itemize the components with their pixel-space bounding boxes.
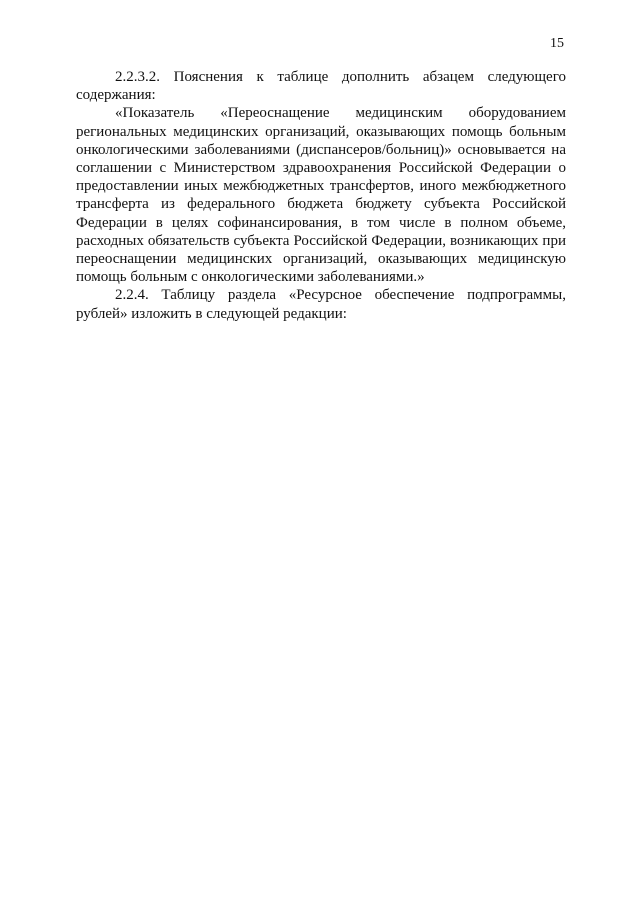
paragraph-2-2-3-2: 2.2.3.2. Пояснения к таблице дополнить абзацем следующего содержания: <box>76 69 566 104</box>
paragraph-2-2-4: 2.2.4. Таблицу раздела «Ресурсное обеспечение подпрограммы, рублей» изложить в следующей редакции: <box>76 287 566 322</box>
document-body <box>76 68 566 323</box>
paragraph-indicator-quote: «Показатель «Переоснащение медицинским оборудованием региональных медицинских организаций, оказывающих помощь больным онкологическими заболеваниями (диспансеров/больниц)» основывается на соглашении с Министерством здравоохранения Российской Федерации о предоставлении иных межбюджетных трансфертов, иного межбюджетного трансферта из федерального бюджета бюджету субъекта Российской Федерации в целях софинансирования, в том числе в полном объеме, расходных обязательств субъекта Российской Федерации, возникающих при переоснащении медицинских организаций, оказывающих медицинскую помощь больным с онкологическими заболеваниями.» <box>76 105 566 286</box>
page-number: 15 <box>550 36 564 51</box>
